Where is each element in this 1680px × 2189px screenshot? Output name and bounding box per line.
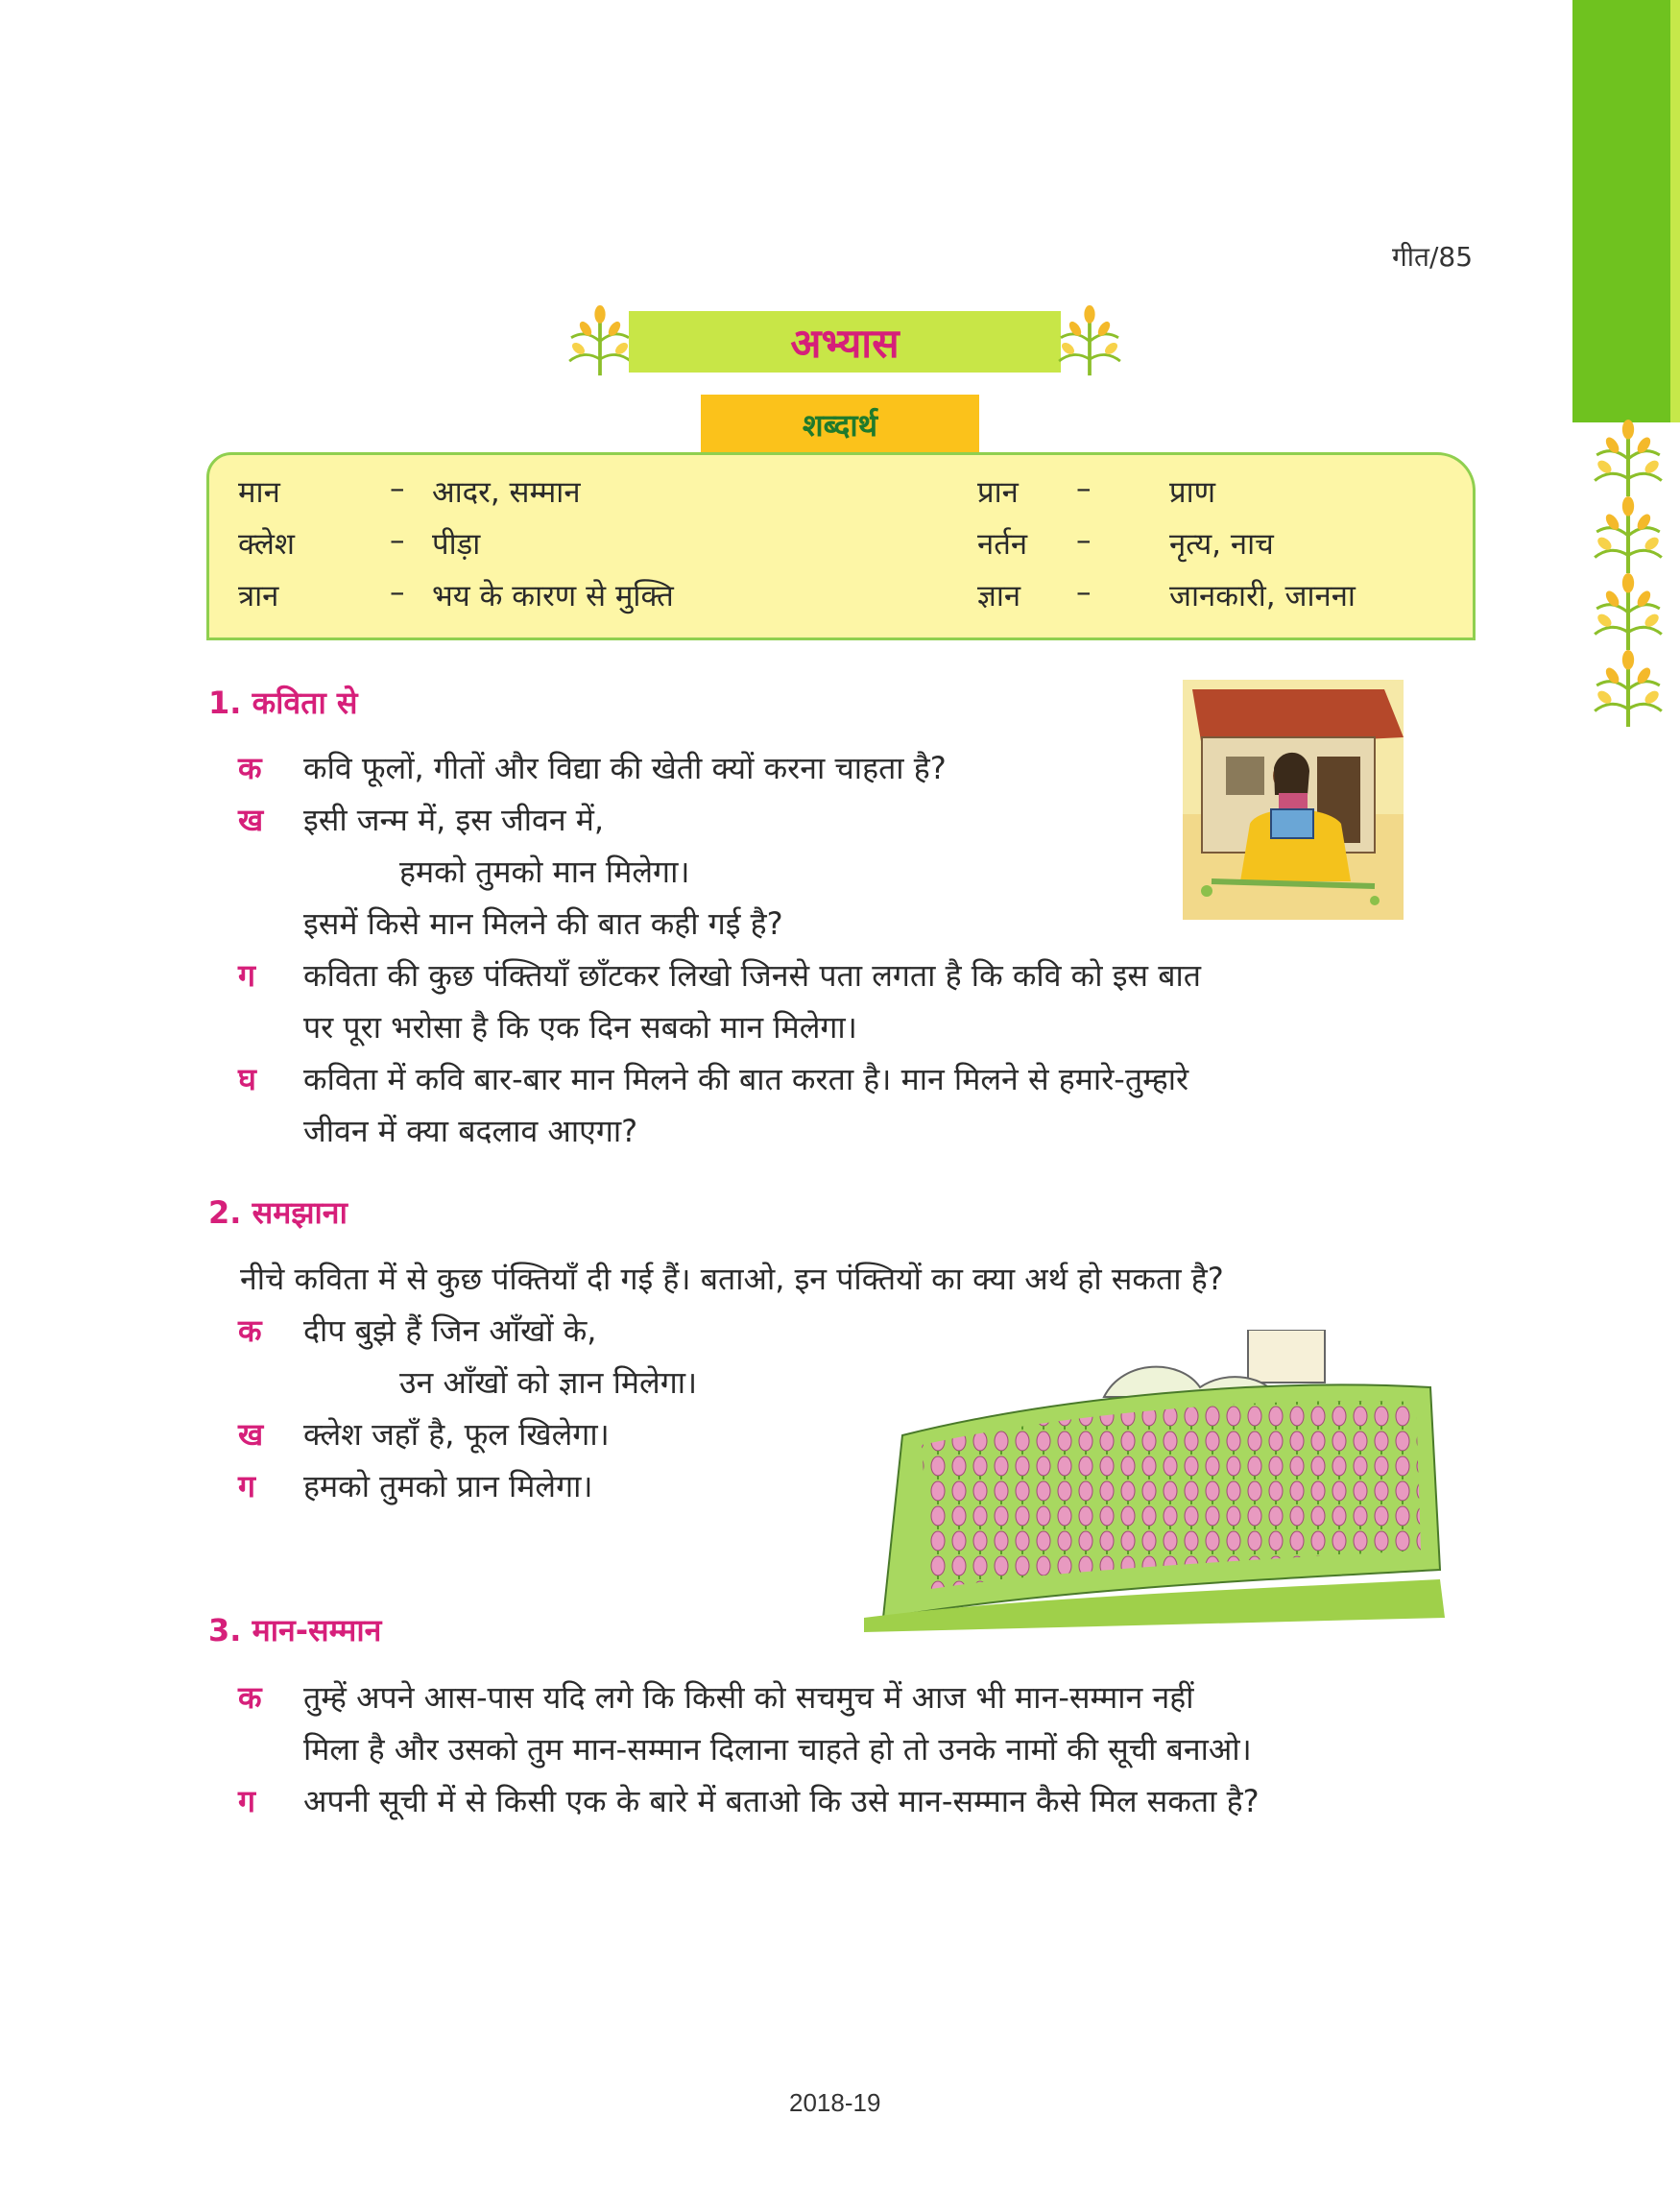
girl-reading-illustration xyxy=(1183,680,1404,920)
vocab-row xyxy=(209,471,1473,519)
question-text: मिला है और उसको तुम मान-सम्मान दिलाना चाहते हो तो उनके नामों की सूची बनाओ। xyxy=(303,1731,1252,1768)
wheat-sprig-icon xyxy=(1588,573,1668,652)
poem-line: उन आँखों को ज्ञान मिलेगा। xyxy=(399,1364,698,1401)
vocab-row xyxy=(209,575,1473,623)
vocab-dash: – xyxy=(390,575,405,610)
vocab-dash: – xyxy=(1076,471,1092,506)
question-label: ग xyxy=(238,1468,256,1504)
wheat-sprig-icon xyxy=(1588,496,1668,575)
poem-line: हमको तुमको मान मिलेगा। xyxy=(399,854,690,890)
page-number: गीत/85 xyxy=(1392,241,1474,273)
wheat-sprig-icon xyxy=(562,305,638,377)
vocab-word: प्रान xyxy=(977,475,1019,510)
section-intro: नीचे कविता में से कुछ पंक्तियाँ दी गई हैं। बताओ, इन पंक्तियों का क्या अर्थ हो सकता है? xyxy=(240,1261,1224,1297)
vocab-title: शब्दार्थ xyxy=(701,395,979,454)
vocab-word: त्रान xyxy=(238,579,279,613)
vocab-meaning: भय के कारण से मुक्ति xyxy=(432,579,674,613)
vocab-meaning: नृत्य, नाच xyxy=(1169,527,1274,562)
vocab-meaning: जानकारी, जानना xyxy=(1169,579,1356,613)
question-label: क xyxy=(238,750,262,786)
vocab-dash: – xyxy=(1076,575,1092,610)
poem-line: दीप बुझे हैं जिन आँखों के, xyxy=(303,1312,597,1349)
exercise-banner xyxy=(562,305,1128,377)
vocab-dash: – xyxy=(390,471,405,506)
question-text: जीवन में क्या बदलाव आएगा? xyxy=(303,1113,638,1149)
vocab-dash: – xyxy=(390,523,405,558)
question-label: क xyxy=(238,1312,262,1349)
poem-line: हमको तुमको प्रान मिलेगा। xyxy=(303,1468,593,1504)
question-text: पर पूरा भरोसा है कि एक दिन सबको मान मिलेगा। xyxy=(303,1009,857,1046)
wheat-sprig-icon xyxy=(1588,650,1668,729)
vocab-meaning: पीड़ा xyxy=(432,527,481,562)
vocab-dash: – xyxy=(1076,523,1092,558)
section-heading: 1. कविता से xyxy=(208,685,358,721)
vocab-word: मान xyxy=(238,475,280,510)
question-text: इसमें किसे मान मिलने की बात कही गई है? xyxy=(303,905,783,942)
question-text: इसी जन्म में, इस जीवन में, xyxy=(303,802,605,838)
vocab-word: ज्ञान xyxy=(977,579,1021,613)
wheat-sprig-icon xyxy=(1588,420,1668,498)
page-title: अभ्यास xyxy=(790,319,900,367)
section-heading: 2. समझाना xyxy=(208,1194,348,1231)
vocab-word: क्लेश xyxy=(238,527,295,562)
question-text: कवि फूलों, गीतों और विद्या की खेती क्यों करना चाहता है? xyxy=(303,750,947,786)
question-text: कविता की कुछ पंक्तियाँ छाँटकर लिखो जिनसे पता लगता है कि कवि को इस बात xyxy=(303,957,1202,994)
side-tab xyxy=(1572,0,1680,422)
question-label: क xyxy=(238,1679,262,1716)
poem-line: क्लेश जहाँ है, फूल खिलेगा। xyxy=(303,1416,610,1453)
question-label: ख xyxy=(238,802,264,838)
vocab-meaning: आदर, सम्मान xyxy=(432,475,581,510)
flower-field-illustration xyxy=(864,1330,1459,1632)
vocab-table xyxy=(206,452,1476,640)
section-heading: 3. मान-सम्मान xyxy=(208,1612,382,1648)
vocab-row xyxy=(209,523,1473,571)
question-label: ख xyxy=(238,1416,264,1453)
footer-year: 2018-19 xyxy=(789,2088,881,2117)
question-label: ग xyxy=(238,957,256,994)
question-text: कविता में कवि बार-बार मान मिलने की बात करता है। मान मिलने से हमारे-तुम्हारे xyxy=(303,1061,1189,1097)
question-text: अपनी सूची में से किसी एक के बारे में बताओ कि उसे मान-सम्मान कैसे मिल सकता है? xyxy=(303,1783,1260,1819)
question-label: घ xyxy=(238,1061,256,1097)
vocab-word: नर्तन xyxy=(977,527,1028,562)
wheat-sprig-icon xyxy=(1051,305,1128,377)
question-label: ग xyxy=(238,1783,256,1819)
vocab-meaning: प्राण xyxy=(1169,475,1216,510)
question-text: तुम्हें अपने आस-पास यदि लगे कि किसी को सचमुच में आज भी मान-सम्मान नहीं xyxy=(303,1679,1194,1716)
